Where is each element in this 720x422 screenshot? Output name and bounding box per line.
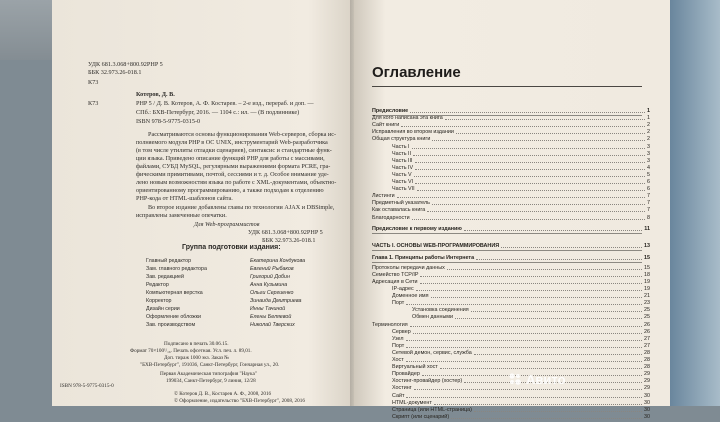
toc-leader-dots [456,133,645,134]
toc-entry-label: Сайт книги [372,122,400,129]
toc-entry-page: 29 [644,385,650,392]
toc-entry-page: 19 [644,286,650,292]
desc-line: полняемого модуля PHP в ОС UNIX, инструментарий Web-разработчика [136,139,328,146]
toc-entry-label: Узел [392,335,404,342]
toc-leader-dots [406,361,642,362]
toc-leader-dots [416,290,642,291]
print-line: "БХВ-Петербург", 191036, Санкт-Петербург, Гончарная ул., 20. [140,362,280,368]
author-name: Котеров, Д. В. [136,91,175,98]
avito-logo-icon [508,372,522,386]
toc-entry [354,414,650,422]
toc-leader-dots [432,140,645,141]
toc-entry-page: 6 [647,179,650,185]
toc-entry-page: 27 [644,342,650,349]
desc-line: файлами, СУБД MySQL, регулярными выражениями формата PCRE, гра- [136,163,331,170]
toc-leader-dots [451,418,642,419]
watermark-text: Авито [526,372,566,387]
udk-code-2: УДК 681.3.068+800.92PHP 5 [248,229,323,236]
print-line: Первая Академическая типография "Наука" [160,371,257,377]
desc-line: (в том числе утилиты отладки сценариев), синтаксис и стандартные функ- [136,147,332,154]
toc-leader-dots [434,404,642,405]
toc-entry-label: Сайт [392,392,405,399]
bbk-code-2: ББК 32.973.26-018.1 [262,237,316,244]
toc-entry-label: Листинги [372,193,395,200]
toc-entry-page: 2 [647,129,650,136]
print-line: Доп. тираж 1000 экз. Заказ № [164,355,230,361]
toc-leader-dots [455,318,642,319]
team-title: Группа подготовки издания: [182,244,281,251]
bbk-code: ББК 32.973.26-018.1 [88,69,142,76]
toc-entry [354,215,650,223]
toc-entry-label: Хостинг [392,385,412,392]
toc-entry-label: Протоколы передачи данных [372,264,445,271]
toc-leader-dots [474,411,642,412]
toc-entry-page: 2 [647,136,650,143]
toc-entry-label: Хостинг-провайдер (хостер) [392,378,463,385]
toc-entry-page: 19 [644,278,650,285]
toc-entry-label: HTML-документ [392,399,432,406]
toc-entry-label: Хост [392,357,404,363]
audience: Для Web-программистов [194,221,260,228]
toc-leader-dots [431,297,642,298]
toc-entry-label: Часть III [392,157,413,164]
toc-entry-page: 21 [644,293,650,300]
toc-entry-page: 7 [647,193,650,200]
toc-entry-page: 30 [644,406,650,413]
toc-entry-label: Для кого написана эта книга [372,115,443,122]
toc-entry-label: Часть IV [392,164,414,171]
toc-entry-label: Часть II [392,150,412,157]
bib-line-1: PHP 5 / Д. В. Котеров, А. Ф. Костарев. – 2-е изд., перераб. и доп. — [136,100,314,107]
toc-entry-page: 30 [644,413,650,420]
toc-entry-label: Порт [392,300,405,307]
toc-entry-page: 25 [644,314,650,321]
toc-leader-dots [420,276,642,277]
toc-entry-page: 26 [644,321,650,328]
toc-entry-page: 1 [647,108,650,114]
toc-leader-dots [427,211,645,212]
toc-entry-label: Адресация в Сети [372,278,418,285]
toc-entry-page: 28 [644,364,650,371]
bib-line-2: СПб.: БХВ-Петербург, 2016. — 1104 с.: ил. — (В подлиннике) [136,109,300,116]
toc-entry-page: 8 [647,214,650,221]
toc-leader-dots [417,190,645,191]
toc-entry-label: Часть VII [392,186,415,193]
copyright-2: © Оформление, издательство "БХВ-Петербург", 2008, 2016 [174,398,305,404]
toc-entry-page: 4 [647,164,650,171]
toc-entry-page: 18 [644,271,650,278]
toc-entry-label: Предисловие [372,108,409,114]
toc-entry-label: Провайдер [392,371,420,378]
toc-leader-dots [397,197,645,198]
toc-leader-dots [464,230,642,231]
toc-entry-label: Часть VI [392,179,414,185]
toc-entry-label: Предметный указатель [372,200,430,207]
toc-entry-label: Сервер [392,328,411,335]
toc-entry-label: Виртуальный хост [392,364,438,371]
toc-leader-dots [414,389,642,390]
toc-section-rule [372,250,642,251]
toc-leader-dots [406,304,642,305]
toc-leader-dots [414,176,645,177]
right-page [354,0,670,420]
desc-line: ции языка. Приведено описание функций PHP для работы с массивами, [136,155,325,162]
toc-entry-label: Обмен данными [412,314,454,321]
print-line: Формат 70×100¹/₁₆. Печать офсетная. Усл. печ. л. 89,01. [130,348,252,354]
toc-entry-label: Терминология [372,321,408,328]
toc-leader-dots [432,204,645,205]
toc-leader-dots [406,340,642,341]
toc-entry-label: Часть V [392,171,412,178]
toc-entry-label: Скрипт (или сценарий) [392,413,450,420]
toc-leader-dots [413,155,645,156]
toc-entry-label: ЧАСТЬ I. ОСНОВЫ WEB-ПРОГРАММИРОВАНИЯ [372,242,500,249]
toc-entry-page: 23 [644,300,650,307]
toc-leader-dots [471,311,642,312]
toc-entry-page: 30 [644,392,650,399]
toc-entry-label: Семейство TCP/IP [372,271,419,278]
toc-entry-page: 15 [644,264,650,271]
toc-leader-dots [412,148,645,149]
udk-code: УДК 681.3.068+800.92PHP 5 [88,61,163,68]
toc-entry-label: Порт [392,342,405,349]
toc-entry-page: 6 [647,186,650,193]
toc-entry-label: Исправления во втором издании [372,129,454,136]
toc-entry-page: 28 [644,349,650,356]
toc-entry-label: Благодарности [372,214,410,221]
toc-entry-page: 15 [644,254,650,261]
author-mark: К73 [88,79,99,86]
toc-leader-dots [474,354,642,355]
toc-entry-page: 3 [647,150,650,157]
toc-entry-label: Предисловие к первому изданию [372,225,462,232]
print-line: 199034, Санкт-Петербург, 9 линия, 12/28 [166,378,256,384]
toc-entry-page: 26 [644,328,650,335]
toc-leader-dots [410,112,645,113]
toc-entry-label: Установка соединения [412,307,469,314]
toc-entry-page: 25 [644,307,650,314]
toc-leader-dots [406,397,642,398]
toc-leader-dots [420,283,642,284]
toc-entry-label: Как оставалась книга [372,207,426,214]
toc-entry-label: Доменное имя [392,293,429,300]
toc-entry-label: IP-адрес [392,286,414,292]
desc-line: исправлены замеченные опечатки. [136,212,227,219]
toc-leader-dots [445,119,645,120]
toc-leader-dots [415,162,645,163]
desc-line: ориентированному программированию, а также подходам к отделению [136,187,324,194]
toc-entry-label: Глава 1. Принципы работы Интернета [372,254,475,261]
toc-entry-page: 29 [644,378,650,385]
toc-leader-dots [440,368,642,369]
toc-leader-dots [406,347,642,348]
toc-leader-dots [410,326,642,327]
isbn-bottom: ISBN 978-5-9775-0315-0 [60,383,114,389]
toc-entry-page: 1 [647,115,650,122]
toc-entry-page: 11 [644,225,650,232]
toc-entry-page: 2 [647,122,650,129]
toc-leader-dots [415,169,645,170]
toc-entry-page: 5 [647,171,650,178]
toc-leader-dots [476,259,642,260]
toc-entry-page: 13 [644,242,650,249]
toc-leader-dots [412,219,645,220]
isbn-top: ISBN 978-5-9775-0315-0 [136,118,201,125]
toc-entry-label: Сетевой демон, сервис, служба [392,349,472,356]
toc-leader-dots [401,126,645,127]
toc-entry-page: 7 [647,207,650,214]
desc-line: PHP-кода от HTML-шаблонов сайта. [136,195,233,202]
toc-leader-dots [501,247,642,248]
toc-leader-dots [413,333,642,334]
desc-line: лено новым возможностям языка по работе с XML-документами, объектно- [136,179,337,186]
toc-entry-page: 3 [647,143,650,150]
toc-entry-label: Страница (или HTML-страница) [392,406,472,413]
toc-entry-label: Общая структура книги [372,136,431,143]
toc-title: Оглавление [372,64,461,81]
toc-entry-page: 7 [647,200,650,207]
toc-section-rule [372,233,642,234]
toc-entry-page: 3 [647,157,650,164]
toc-entry-page: 27 [644,335,650,342]
left-page: УДК 681.3.068+800.92PHP 5 ББК 32.973.26-018.1 К73 Котеров, Д. В. К73 PHP 5 / Д. В. Котеров, А. Ф. Костарев. – 2-е изд., перераб. и доп. — СПб.: БХВ-Петербург, 2016. — 1104 с.: ил. — (В подлиннике) ISBN 978-5-9775-0315-0 Рассматриваются основы функционирования Web-серверов, сборка ис- полняемого модуля PHP в ОС UNIX, инструментарий Web-разработчика (в том числе утилиты отладки сценариев), синтаксис и стандартные функ- ции языка. Приведено описание функций PHP для работы с массивами, файлами, СУБД MySQL, регулярными выражениями формата PCRE, гра- фическими примитивами, почтой, сессиями и т. д. Особое внимание уде- лено новым возможностям языка по работе с XML-документами, объектно- ориентированному программированию, а также подходам к отделению PHP-кода от HTML-шаблонов сайта. Во второе издание добавлены главы по технологии AJAX и DBSimple, исправлены замеченные опечатки. Для Web-программистов УДК 681.3.068+800.92PHP 5 ББК 32.973.26-018.1 Группа подготовки издания: Главный редактор Екатерина Кондукова Зам. главного редактора Евгений Рыбаков Зав. редакцией Григорий Добин Редактор Анна Кузьмина Компьютерная верстка Ольги Сергиенко Корректор Зинаида Дмитриева Дизайн серии Инны Тачиной Оформление обложки Елены Беляевой Зав. производством Николай Тверских Подписано в печать 30.06.15. Формат 70×100¹/₁₆. Печать офсетная. Усл. печ. л. 89,01. Доп. тираж 1000 экз. Заказ № "БХВ-Петербург", 191036, Санкт-Петербург, Гончарная ул., 20. Первая Академическая типография "Наука" 199034, Санкт-Петербург, 9 линия, 12/28 ISBN 978-5-9775-0315-0 © Котеров Д. В., Костарев А. Ф., 2008, 2016 © Оформление, издательство "БХВ-Петербург", 2008, 2016 [52,0,354,406]
toc-entry-page: 29 [644,371,650,378]
desc-line: Рассматриваются основы функционирования Web-серверов, сборка ис- [148,131,337,138]
desc-line: фическими примитивами, почтой, сессиями и т. д. Особое внимание уде- [136,171,329,178]
toc-leader-dots [447,269,642,270]
toc-title-rule [372,86,642,87]
toc-entry-page: 30 [644,399,650,406]
desc-line: Во второе издание добавлены главы по технологии AJAX и DBSimple, [148,204,335,211]
toc-section-rule [372,262,642,263]
toc-entry-page: 28 [644,357,650,363]
copyright-1: © Котеров Д. В., Костарев А. Ф., 2008, 2016 [174,391,272,397]
print-line: Подписано в печать 30.06.15. [164,341,229,347]
toc-leader-dots [415,183,645,184]
toc-entry-label: Часть I [392,143,410,150]
author-mark-2: К73 [88,100,99,107]
